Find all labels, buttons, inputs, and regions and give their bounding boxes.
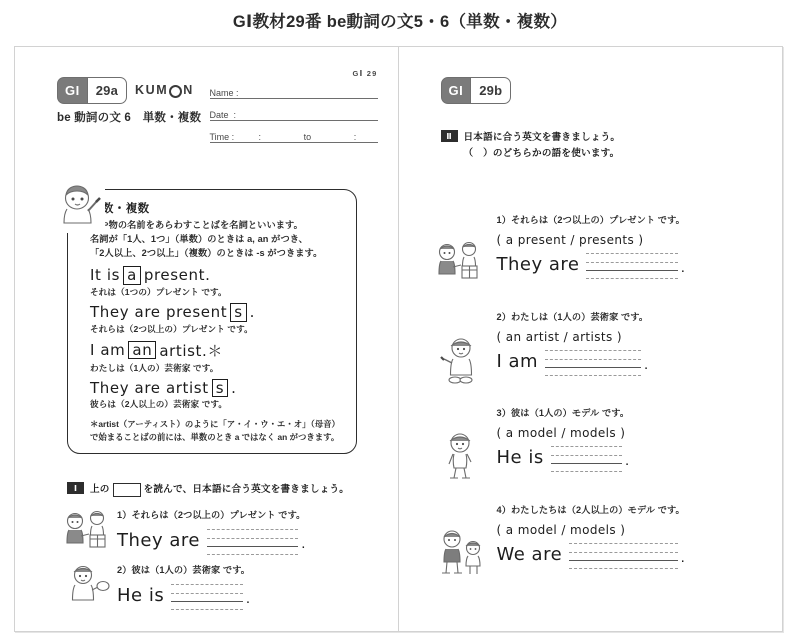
time-field-row[interactable] bbox=[210, 125, 378, 143]
explanation-line-2: 名詞が「1人、1つ」（単数）のときは a, an がつき、 bbox=[90, 233, 308, 244]
answer-right-1-writing-lines[interactable] bbox=[586, 251, 677, 278]
worksheet-code: GⅠ 29 bbox=[352, 69, 378, 78]
two-kids-with-presents-illustration bbox=[63, 505, 117, 557]
question-right-2-number: 2） bbox=[496, 312, 511, 322]
example-2-translation: それらは（2つ以上の）プレゼント です。 bbox=[90, 323, 253, 334]
question-left-1-text bbox=[117, 507, 305, 521]
kumon-logo-text-1: KUM bbox=[135, 83, 169, 97]
question-right-1-jp: それらは（2つ以上の）プレゼント です。 bbox=[511, 215, 685, 225]
date-field-row[interactable] bbox=[210, 103, 378, 121]
question-right-2-text bbox=[497, 309, 649, 323]
student-meta-block bbox=[210, 69, 378, 147]
question-right-3 bbox=[435, 405, 780, 481]
answer-left-2-lead: He is bbox=[117, 585, 165, 606]
explanation-box bbox=[67, 189, 357, 454]
girl-with-pencil-illustration bbox=[59, 181, 105, 233]
section-instruction-2-line-1: 日本語に合う英文を書きましょう。 bbox=[463, 132, 621, 143]
example-2-boxed: s bbox=[230, 303, 246, 322]
example-3-translation: わたしは（1人の）芸術家 です。 bbox=[90, 362, 219, 373]
answer-right-2-period: . bbox=[643, 356, 649, 373]
section-heading-1 bbox=[67, 481, 377, 495]
example-4-boxed: s bbox=[212, 379, 228, 398]
answer-left-2-writing-lines[interactable] bbox=[171, 582, 243, 609]
time-label: Time : bbox=[209, 132, 235, 142]
name-label: Name : bbox=[209, 88, 239, 98]
model-posing-illustration bbox=[435, 429, 489, 481]
example-2-post: . bbox=[249, 303, 255, 322]
question-right-1-number: 1） bbox=[496, 215, 511, 225]
question-right-3-choices[interactable]: ( a model / models ) bbox=[496, 426, 626, 440]
section-heading-2 bbox=[441, 129, 761, 159]
question-right-3-jp: 彼は（1人の）モデル です。 bbox=[511, 408, 630, 418]
section-instruction-2-line-2: （ ）のどちらかの語を使います。 bbox=[463, 148, 620, 159]
example-1-boxed: a bbox=[123, 266, 141, 285]
explanation-footnote: ＊artist（アーティスト）のように「ア・イ・ウ・エ・オ」（母音）で始まることばの前には、単数のとき a ではなく an がつきます。 bbox=[90, 419, 340, 442]
level-badge-number: 29a bbox=[87, 78, 126, 103]
answer-right-2-writing-lines[interactable] bbox=[545, 348, 641, 375]
subject-line: be 動詞の文 6 単数・複数 bbox=[57, 112, 202, 124]
answer-left-2[interactable] bbox=[117, 582, 250, 609]
question-left-2 bbox=[63, 560, 393, 612]
answer-left-2-period: . bbox=[245, 590, 251, 607]
answer-right-1-lead: They are bbox=[496, 254, 580, 275]
answer-right-4[interactable] bbox=[497, 541, 685, 568]
example-1-pre: It is bbox=[90, 266, 121, 285]
answer-right-3-period: . bbox=[624, 452, 630, 469]
question-right-1 bbox=[435, 212, 780, 288]
question-left-1 bbox=[63, 505, 393, 557]
page-title: GⅠ教材29番 be動詞の文5・6（単数・複数） bbox=[232, 13, 568, 31]
question-right-3-number: 3） bbox=[496, 408, 511, 418]
level-badge-series: GI bbox=[65, 83, 80, 98]
answer-right-2[interactable] bbox=[497, 348, 649, 375]
worksheet-page-right bbox=[399, 47, 783, 631]
answer-right-4-lead: We are bbox=[496, 544, 563, 565]
answer-right-3[interactable] bbox=[497, 444, 630, 471]
example-4-pre: They are artist bbox=[90, 378, 209, 397]
example-1-translation: それは（1つの）プレゼント です。 bbox=[90, 286, 227, 297]
answer-left-1-lead: They are bbox=[117, 530, 200, 551]
example-3-post: artist.＊ bbox=[159, 341, 223, 360]
name-field-row[interactable] bbox=[210, 81, 378, 99]
answer-right-1[interactable] bbox=[497, 251, 685, 278]
example-1-post: present. bbox=[143, 266, 211, 285]
explanation-line-1: 人や物の名前をあらわすことばを名詞といいます。 bbox=[90, 220, 303, 230]
section-number-1: Ⅰ bbox=[67, 482, 84, 494]
answer-left-1[interactable] bbox=[117, 527, 305, 554]
answer-right-4-period: . bbox=[680, 549, 685, 566]
level-badge-right-number: 29b bbox=[470, 78, 510, 103]
question-right-4-text bbox=[497, 502, 685, 516]
example-3 bbox=[90, 340, 344, 374]
question-left-1-number: 1） bbox=[117, 510, 132, 520]
date-label: Date : bbox=[209, 110, 237, 120]
question-right-1-choices[interactable]: ( a present / presents ) bbox=[496, 233, 644, 247]
two-models-illustration bbox=[435, 526, 489, 578]
example-4 bbox=[90, 379, 344, 411]
example-4-translation: 彼らは（2人以上の）芸術家 です。 bbox=[90, 399, 228, 410]
question-left-2-number: 2） bbox=[117, 565, 132, 575]
answer-right-3-lead: He is bbox=[496, 447, 544, 468]
time-to-label: to bbox=[303, 132, 312, 142]
answer-right-2-lead: I am bbox=[496, 351, 539, 372]
explanation-section bbox=[67, 189, 357, 454]
section-number-2: Ⅱ bbox=[441, 130, 458, 142]
two-kids-with-presents-illustration bbox=[435, 236, 489, 288]
time-end-sep: : bbox=[353, 132, 357, 142]
question-right-4-choices[interactable]: ( a model / models ) bbox=[496, 523, 626, 537]
answer-left-1-writing-lines[interactable] bbox=[207, 527, 298, 554]
section-text-before-1: 上の bbox=[90, 484, 110, 495]
example-1 bbox=[90, 266, 344, 298]
level-badge-right-series: GI bbox=[448, 83, 464, 98]
level-badge-right bbox=[441, 77, 512, 104]
section-inline-blank-icon bbox=[113, 483, 141, 497]
example-3-pre: I am bbox=[90, 341, 126, 360]
kumon-circle-icon bbox=[169, 85, 182, 98]
worksheet-frame bbox=[14, 46, 783, 632]
level-badge-left bbox=[57, 77, 127, 104]
section-text-after-1: を読んで、日本語に合う英文を書きましょう。 bbox=[143, 484, 350, 495]
artist-with-palette-illustration bbox=[435, 333, 489, 385]
explanation-title: 単数・複数 bbox=[90, 203, 150, 215]
answer-right-1-period: . bbox=[680, 259, 685, 276]
example-4-post: . bbox=[231, 378, 237, 397]
question-right-2-jp: わたしは（1人の）芸術家 です。 bbox=[511, 312, 649, 322]
boy-artist-illustration bbox=[63, 560, 117, 612]
worksheet-page-left bbox=[15, 47, 399, 631]
explanation-line-3: 「2人以上、2つ以上」（複数）のときは -s がつきます。 bbox=[90, 247, 323, 258]
time-start-sep: : bbox=[258, 132, 261, 142]
example-2-pre: They are present bbox=[90, 303, 228, 322]
question-left-1-jp: それらは（2つ以上の）プレゼント です。 bbox=[131, 510, 306, 520]
question-left-2-jp: 彼は（1人の）芸術家 です。 bbox=[131, 565, 251, 575]
left-page-header bbox=[15, 69, 398, 142]
answer-right-4-writing-lines[interactable] bbox=[569, 541, 678, 568]
answer-right-3-writing-lines[interactable] bbox=[551, 444, 622, 471]
question-left-2-text bbox=[117, 562, 250, 576]
question-right-4-number: 4） bbox=[496, 505, 511, 515]
example-2 bbox=[90, 303, 344, 335]
question-right-4-jp: わたしたちは（2人以上の）モデル です。 bbox=[511, 505, 685, 515]
kumon-logo bbox=[135, 83, 194, 97]
answer-left-1-period: . bbox=[301, 535, 306, 552]
example-3-boxed: an bbox=[128, 341, 156, 360]
question-right-4 bbox=[435, 502, 780, 578]
question-right-1-text bbox=[497, 212, 685, 226]
question-right-2 bbox=[435, 309, 780, 385]
kumon-logo-text-2: N bbox=[183, 83, 194, 97]
question-right-3-text bbox=[497, 405, 630, 419]
question-right-2-choices[interactable]: ( an artist / artists ) bbox=[496, 330, 622, 344]
